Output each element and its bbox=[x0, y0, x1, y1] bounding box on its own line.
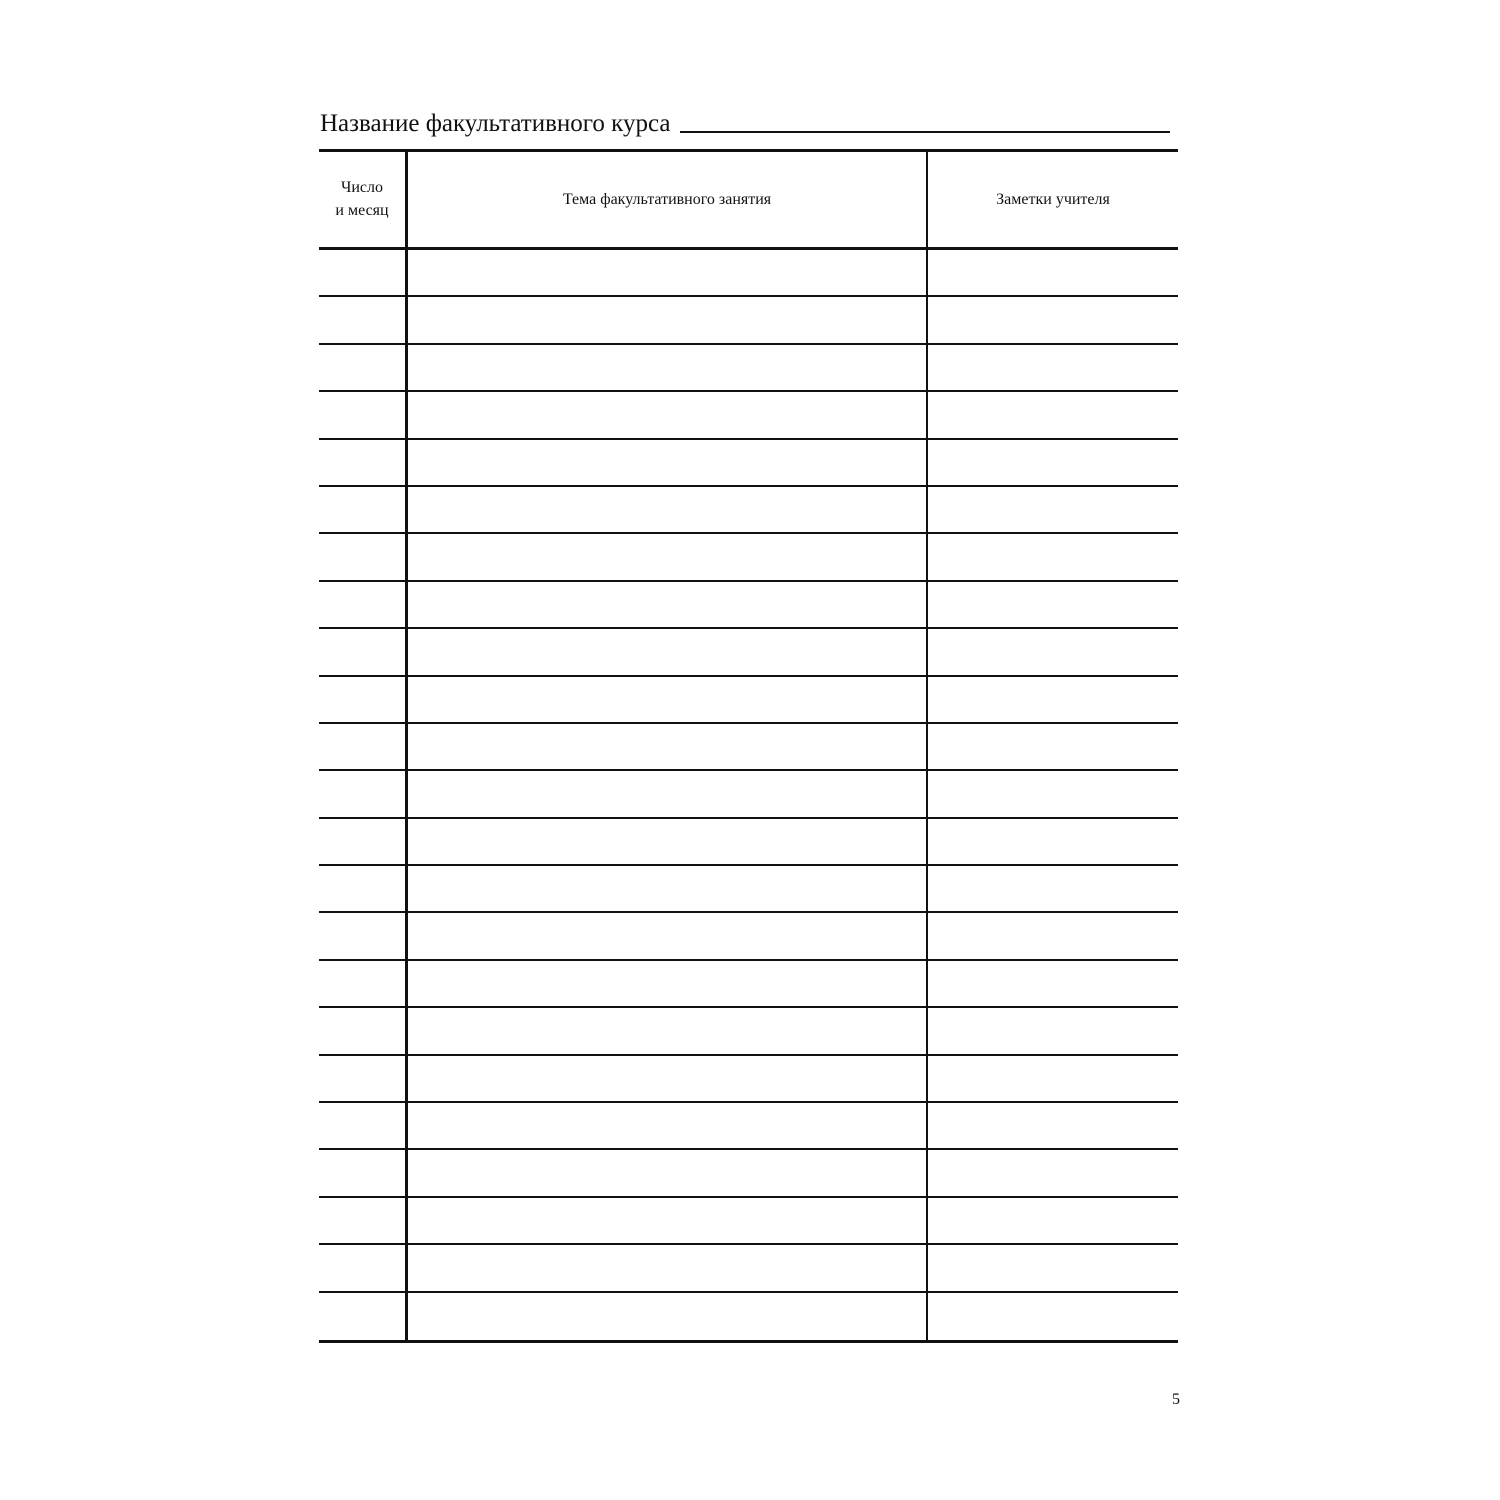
cell-notes[interactable] bbox=[928, 1150, 1178, 1195]
cell-topic[interactable] bbox=[408, 866, 928, 911]
table-row bbox=[319, 582, 1178, 629]
cell-date[interactable] bbox=[319, 1008, 408, 1053]
table-row bbox=[319, 487, 1178, 534]
cell-notes[interactable] bbox=[928, 534, 1178, 579]
table-row bbox=[319, 1008, 1178, 1055]
cell-topic[interactable] bbox=[408, 1103, 928, 1148]
cell-topic[interactable] bbox=[408, 629, 928, 674]
cell-topic[interactable] bbox=[408, 1198, 928, 1243]
cell-date[interactable] bbox=[319, 961, 408, 1006]
table-row bbox=[319, 1056, 1178, 1103]
cell-date[interactable] bbox=[319, 440, 408, 485]
cell-topic[interactable] bbox=[408, 345, 928, 390]
table-row bbox=[319, 1150, 1178, 1197]
cell-notes[interactable] bbox=[928, 250, 1178, 295]
lessons-table bbox=[319, 149, 1178, 1343]
table-row bbox=[319, 1293, 1178, 1340]
cell-topic[interactable] bbox=[408, 1008, 928, 1053]
header-date-label: Число и месяц bbox=[335, 178, 389, 219]
header-topic bbox=[408, 152, 928, 247]
cell-topic[interactable] bbox=[408, 724, 928, 769]
cell-date[interactable] bbox=[319, 534, 408, 579]
table-row bbox=[319, 297, 1178, 344]
cell-topic[interactable] bbox=[408, 297, 928, 342]
cell-notes[interactable] bbox=[928, 297, 1178, 342]
cell-notes[interactable] bbox=[928, 866, 1178, 911]
table-row bbox=[319, 961, 1178, 1008]
cell-topic[interactable] bbox=[408, 1245, 928, 1290]
table-row bbox=[319, 724, 1178, 771]
cell-notes[interactable] bbox=[928, 771, 1178, 816]
header-date bbox=[319, 152, 408, 247]
header-notes-label: Заметки учителя bbox=[996, 191, 1110, 208]
cell-notes[interactable] bbox=[928, 1008, 1178, 1053]
cell-date[interactable] bbox=[319, 866, 408, 911]
cell-notes[interactable] bbox=[928, 1056, 1178, 1101]
table-row bbox=[319, 440, 1178, 487]
table-row bbox=[319, 250, 1178, 297]
cell-notes[interactable] bbox=[928, 440, 1178, 485]
cell-topic[interactable] bbox=[408, 487, 928, 532]
cell-date[interactable] bbox=[319, 629, 408, 674]
table-body bbox=[319, 250, 1178, 1340]
cell-topic[interactable] bbox=[408, 677, 928, 722]
page-number: 5 bbox=[1172, 1391, 1180, 1408]
cell-date[interactable] bbox=[319, 819, 408, 864]
cell-notes[interactable] bbox=[928, 1245, 1178, 1290]
table-row bbox=[319, 345, 1178, 392]
cell-notes[interactable] bbox=[928, 487, 1178, 532]
table-row bbox=[319, 771, 1178, 818]
cell-topic[interactable] bbox=[408, 819, 928, 864]
cell-topic[interactable] bbox=[408, 913, 928, 958]
course-title-label: Название факультативного курса bbox=[320, 110, 671, 137]
cell-topic[interactable] bbox=[408, 392, 928, 437]
table-header bbox=[319, 152, 1178, 250]
cell-topic[interactable] bbox=[408, 1056, 928, 1101]
cell-date[interactable] bbox=[319, 1056, 408, 1101]
cell-date[interactable] bbox=[319, 1198, 408, 1243]
cell-date[interactable] bbox=[319, 1103, 408, 1148]
cell-date[interactable] bbox=[319, 582, 408, 627]
cell-date[interactable] bbox=[319, 1150, 408, 1195]
cell-topic[interactable] bbox=[408, 250, 928, 295]
cell-date[interactable] bbox=[319, 392, 408, 437]
cell-date[interactable] bbox=[319, 677, 408, 722]
table-row bbox=[319, 629, 1178, 676]
cell-date[interactable] bbox=[319, 487, 408, 532]
table-row bbox=[319, 392, 1178, 439]
course-title-blank-line[interactable] bbox=[680, 131, 1170, 133]
cell-date[interactable] bbox=[319, 345, 408, 390]
cell-notes[interactable] bbox=[928, 1293, 1178, 1340]
cell-notes[interactable] bbox=[928, 582, 1178, 627]
cell-date[interactable] bbox=[319, 724, 408, 769]
cell-notes[interactable] bbox=[928, 629, 1178, 674]
cell-date[interactable] bbox=[319, 771, 408, 816]
cell-topic[interactable] bbox=[408, 1293, 928, 1340]
cell-topic[interactable] bbox=[408, 440, 928, 485]
cell-topic[interactable] bbox=[408, 1150, 928, 1195]
cell-date[interactable] bbox=[319, 913, 408, 958]
cell-topic[interactable] bbox=[408, 771, 928, 816]
table-row bbox=[319, 1245, 1178, 1292]
cell-date[interactable] bbox=[319, 250, 408, 295]
header-topic-label: Тема факультативного занятия bbox=[562, 191, 772, 208]
table-row bbox=[319, 866, 1178, 913]
cell-date[interactable] bbox=[319, 1293, 408, 1340]
course-title-row bbox=[320, 103, 1170, 139]
cell-notes[interactable] bbox=[928, 1103, 1178, 1148]
table-row bbox=[319, 913, 1178, 960]
table-row bbox=[319, 1103, 1178, 1150]
cell-notes[interactable] bbox=[928, 345, 1178, 390]
cell-date[interactable] bbox=[319, 297, 408, 342]
cell-notes[interactable] bbox=[928, 392, 1178, 437]
table-row bbox=[319, 677, 1178, 724]
table-row bbox=[319, 534, 1178, 581]
cell-notes[interactable] bbox=[928, 724, 1178, 769]
table-row bbox=[319, 819, 1178, 866]
table-row bbox=[319, 1198, 1178, 1245]
cell-notes[interactable] bbox=[928, 961, 1178, 1006]
cell-notes[interactable] bbox=[928, 677, 1178, 722]
cell-notes[interactable] bbox=[928, 819, 1178, 864]
cell-topic[interactable] bbox=[408, 961, 928, 1006]
header-notes bbox=[928, 152, 1178, 247]
cell-date[interactable] bbox=[319, 1245, 408, 1290]
cell-topic[interactable] bbox=[408, 534, 928, 579]
cell-notes[interactable] bbox=[928, 913, 1178, 958]
cell-topic[interactable] bbox=[408, 582, 928, 627]
cell-notes[interactable] bbox=[928, 1198, 1178, 1243]
